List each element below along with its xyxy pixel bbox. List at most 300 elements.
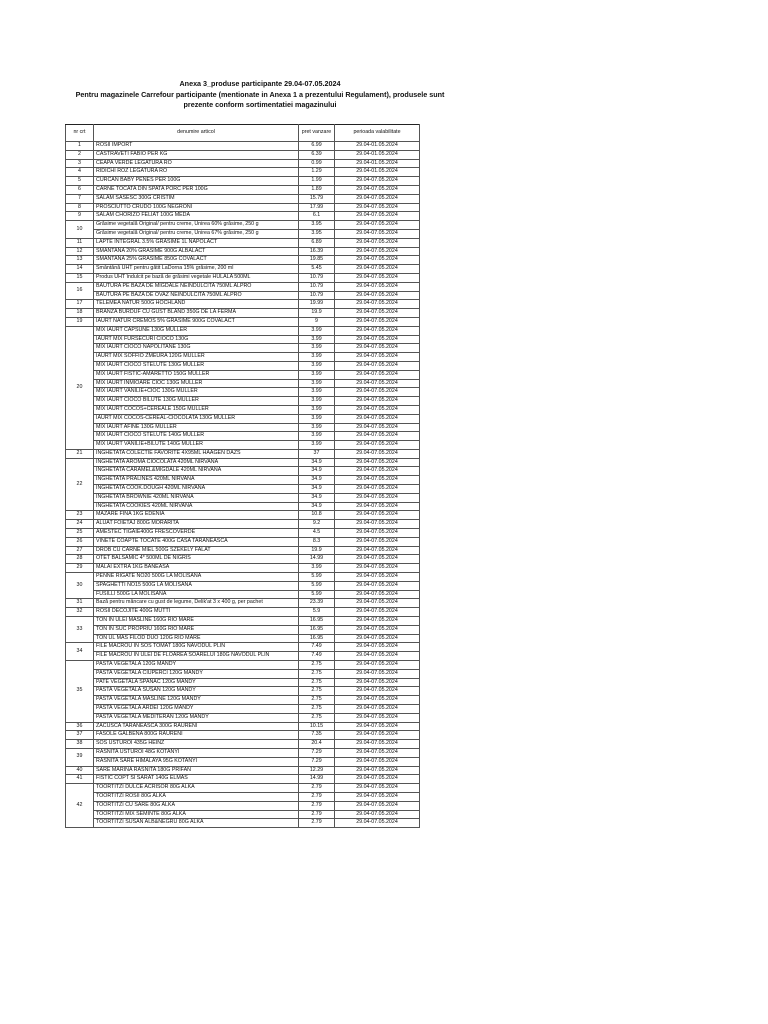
price-cell: 34.9 [299,502,335,511]
validity-period-cell: 29.04-07.05.2024 [335,432,420,441]
validity-period-cell: 29.04-07.05.2024 [335,678,420,687]
price-cell: 23.39 [299,599,335,608]
table-row [66,449,420,458]
validity-period-cell: 29.04-07.05.2024 [335,397,420,406]
validity-period-cell: 29.04-07.05.2024 [335,705,420,714]
table-row [66,722,420,731]
product-name-cell: TON IN ULEI MASLINE 160G RIO MARE [94,617,299,626]
row-number-cell: 28 [66,555,94,564]
validity-period-cell: 29.04-07.05.2024 [335,221,420,230]
validity-period-cell: 29.04-07.05.2024 [335,467,420,476]
validity-period-cell: 29.04-07.05.2024 [335,441,420,450]
price-cell: 10.79 [299,273,335,282]
row-number-cell: 34 [66,643,94,661]
price-cell: 3.95 [299,221,335,230]
table-row [66,467,420,476]
product-name-cell: SALAM SASESC 300G CRISTIM [94,194,299,203]
validity-period-cell: 29.04-07.05.2024 [335,775,420,784]
table-row [66,652,420,661]
validity-period-cell: 29.04-07.05.2024 [335,511,420,520]
validity-period-cell: 29.04-07.05.2024 [335,423,420,432]
product-name-cell: MAZARE FINA 1KG EDENIA [94,511,299,520]
product-name-cell: PASTA VEGETALA SUSAN 120G MANDY [94,687,299,696]
table-row [66,687,420,696]
row-number-cell: 9 [66,212,94,221]
price-cell: 3.99 [299,344,335,353]
table-row [66,361,420,370]
validity-period-cell: 29.04-07.05.2024 [335,229,420,238]
validity-period-cell: 29.04-07.05.2024 [335,652,420,661]
product-name-cell: RIDICHI ROZ LEGATURA RO [94,168,299,177]
validity-period-cell: 29.04-07.05.2024 [335,520,420,529]
price-cell: 3.99 [299,353,335,362]
price-cell: 2.79 [299,784,335,793]
validity-period-cell: 29.04-07.05.2024 [335,792,420,801]
validity-period-cell: 29.04-07.05.2024 [335,713,420,722]
product-name-cell: Grăsime vegetală Original/ pentru creme, Unirea 67% grăsime, 250 g [94,229,299,238]
price-cell: 7.49 [299,643,335,652]
table-row [66,555,420,564]
validity-period-cell: 29.04-07.05.2024 [335,502,420,511]
row-number-cell: 21 [66,449,94,458]
table-row [66,476,420,485]
validity-period-cell: 29.04-07.05.2024 [335,573,420,582]
price-cell: 7.29 [299,748,335,757]
price-cell: 3.99 [299,405,335,414]
table-row [66,520,420,529]
product-name-cell: PASTA VEGETALA CIUPERCI 120G MANDY [94,669,299,678]
validity-period-cell: 29.04-07.05.2024 [335,291,420,300]
validity-period-cell: 29.04-07.05.2024 [335,608,420,617]
product-name-cell: FILE MACROU IN ULEI DE FLOAREA SOARELUI 180G NAVODUL PLIN [94,652,299,661]
validity-period-cell: 29.04-07.05.2024 [335,300,420,309]
validity-period-cell: 29.04-01.05.2024 [335,142,420,151]
price-cell: 9 [299,317,335,326]
table-row [66,441,420,450]
validity-period-cell: 29.04-07.05.2024 [335,344,420,353]
table-row [66,757,420,766]
price-cell: 1.99 [299,177,335,186]
price-cell: 6.89 [299,238,335,247]
table-row [66,256,420,265]
row-number-cell: 33 [66,617,94,643]
product-name-cell: ROSII IMPORT [94,142,299,151]
table-row [66,326,420,335]
row-number-cell: 38 [66,740,94,749]
price-cell: 16.95 [299,625,335,634]
row-number-cell: 8 [66,203,94,212]
price-cell: 3.99 [299,326,335,335]
price-cell: 9.2 [299,520,335,529]
table-header-row [66,125,420,142]
price-cell: 2.75 [299,661,335,670]
product-name-cell: IAURT NATUR CREMOS 5% GRASIME 900G COVALACT [94,317,299,326]
table-row [66,379,420,388]
table-row [66,546,420,555]
table-row [66,801,420,810]
product-name-cell: CARNE TOCATA DIN SPATA PORC PER 100G [94,185,299,194]
price-cell: 2.75 [299,696,335,705]
validity-period-cell: 29.04-07.05.2024 [335,546,420,555]
price-cell: 3.99 [299,361,335,370]
row-number-cell: 32 [66,608,94,617]
validity-period-cell: 29.04-07.05.2024 [335,282,420,291]
table-row [66,370,420,379]
validity-period-cell: 29.04-07.05.2024 [335,317,420,326]
column-header-period: perioada valabilitate [335,125,420,142]
validity-period-cell: 29.04-07.05.2024 [335,731,420,740]
validity-period-cell: 29.04-07.05.2024 [335,757,420,766]
validity-period-cell: 29.04-07.05.2024 [335,687,420,696]
product-name-cell: SMANTANA 25% GRASIME 850G COVALACT [94,256,299,265]
table-row [66,247,420,256]
validity-period-cell: 29.04-07.05.2024 [335,599,420,608]
table-row [66,309,420,318]
table-row [66,731,420,740]
validity-period-cell: 29.04-07.05.2024 [335,458,420,467]
validity-period-cell: 29.04-07.05.2024 [335,564,420,573]
product-name-cell: PROSCIUTTO CRUDO 100G NEGRONI [94,203,299,212]
table-row [66,511,420,520]
table-row [66,784,420,793]
table-row [66,634,420,643]
price-cell: 3.99 [299,335,335,344]
price-cell: 16.39 [299,247,335,256]
table-body [66,142,420,828]
validity-period-cell: 29.04-07.05.2024 [335,696,420,705]
product-name-cell: MIX IAURT CIOCO BILUTE 130G MULLER [94,397,299,406]
column-header-price: pret vanzare [299,125,335,142]
product-name-cell: TON UL MAS FILOD DUO 120G RIO MARE [94,634,299,643]
validity-period-cell: 29.04-07.05.2024 [335,414,420,423]
table-row [66,766,420,775]
table-row [66,810,420,819]
table-row [66,397,420,406]
price-cell: 15.79 [299,194,335,203]
price-cell: 2.79 [299,801,335,810]
price-cell: 3.99 [299,397,335,406]
price-cell: 16.95 [299,634,335,643]
row-number-cell: 23 [66,511,94,520]
table-row [66,150,420,159]
product-name-cell: MIX IAURT VANILIE+CIOC 130G MULLER [94,388,299,397]
validity-period-cell: 29.04-07.05.2024 [335,405,420,414]
product-name-cell: FISTIC COPT SI SARAT 140G ELMAS [94,775,299,784]
product-name-cell: PENNE RIGATE NO20 500G LA MOLISANA [94,573,299,582]
product-name-cell: RASNITA USTUROI 48G KOTANYI [94,748,299,757]
table-row [66,405,420,414]
price-cell: 6.99 [299,142,335,151]
product-name-cell: SPAGHETTI NO15 500G LA MOLISANA [94,581,299,590]
product-name-cell: MIX IAURT FISTIC-AMARETTO 150G MULLER [94,370,299,379]
product-name-cell: MIX IAURT CIOCO STELUTE 140G MULLER [94,432,299,441]
row-number-cell: 31 [66,599,94,608]
row-number-cell: 40 [66,766,94,775]
table-row [66,581,420,590]
table-row [66,819,420,828]
header-subtitle: Pentru magazinele Carrefour participante (mentionate in Anexa 1 a prezentului Regulament), produsele sunt [75,89,445,99]
price-cell: 34.9 [299,467,335,476]
document-header [60,79,460,111]
product-name-cell: Grăsime vegetală Original/ pentru creme, Unirea 60% grăsime, 250 g [94,221,299,230]
price-cell: 6.1 [299,212,335,221]
validity-period-cell: 29.04-07.05.2024 [335,309,420,318]
price-cell: 37 [299,449,335,458]
price-cell: 19.9 [299,309,335,318]
table-row [66,458,420,467]
product-name-cell: ALUAT FOIETAJ 800G MORARITA [94,520,299,529]
product-name-cell: OTET BALSAMIC 4* 500ML DE NIGRIS [94,555,299,564]
column-header-name: denumire articol [94,125,299,142]
product-name-cell: Smântână UHT pentru gătit LaDorna 15% grăsime, 200 ml [94,265,299,274]
product-name-cell: PASTA VEGETALA MASLINE 120G MANDY [94,696,299,705]
validity-period-cell: 29.04-07.05.2024 [335,485,420,494]
row-number-cell: 27 [66,546,94,555]
product-name-cell: TOORTITZI DULCE ACRISOR 80G ALKA [94,784,299,793]
validity-period-cell: 29.04-01.05.2024 [335,150,420,159]
validity-period-cell: 29.04-07.05.2024 [335,625,420,634]
product-name-cell: CURCAN BABY PENES PER 100G [94,177,299,186]
product-name-cell: PATE VEGETALA SPANAC 120G MANDY [94,678,299,687]
product-name-cell: INGHETATA CARAMEL&MIGDALE 420ML NIRVANA [94,467,299,476]
column-header-nr: nr crt [66,125,94,142]
table-row [66,432,420,441]
product-name-cell: PASTA VEGETALA 120G MANDY [94,661,299,670]
validity-period-cell: 29.04-07.05.2024 [335,748,420,757]
price-cell: 10.79 [299,291,335,300]
product-name-cell: PASTA VEGETALA MEDITERAN 120G MANDY [94,713,299,722]
price-cell: 2.79 [299,792,335,801]
validity-period-cell: 29.04-07.05.2024 [335,265,420,274]
product-name-cell: MIX IAURT VANILIE+BILUTE 140G MULLER [94,441,299,450]
price-cell: 2.75 [299,687,335,696]
validity-period-cell: 29.04-07.05.2024 [335,256,420,265]
table-row [66,661,420,670]
validity-period-cell: 29.04-07.05.2024 [335,617,420,626]
table-row [66,142,420,151]
row-number-cell: 36 [66,722,94,731]
price-cell: 3.99 [299,423,335,432]
row-number-cell: 3 [66,159,94,168]
table-row [66,643,420,652]
validity-period-cell: 29.04-01.05.2024 [335,168,420,177]
validity-period-cell: 29.04-07.05.2024 [335,801,420,810]
price-cell: 3.99 [299,370,335,379]
price-cell: 17.99 [299,203,335,212]
product-name-cell: ZACUSCA TARANEASCA 300G RAURENI [94,722,299,731]
price-cell: 10.8 [299,511,335,520]
table-row [66,203,420,212]
table-row [66,185,420,194]
validity-period-cell: 29.04-07.05.2024 [335,784,420,793]
table-row [66,273,420,282]
validity-period-cell: 29.04-07.05.2024 [335,203,420,212]
validity-period-cell: 29.04-07.05.2024 [335,185,420,194]
table-row [66,748,420,757]
table-row [66,617,420,626]
product-name-cell: SALAM CHORIZO FELIAT 100G MEDA [94,212,299,221]
validity-period-cell: 29.04-07.05.2024 [335,810,420,819]
price-cell: 20.4 [299,740,335,749]
table-row [66,573,420,582]
table-row [66,493,420,502]
price-cell: 19.99 [299,300,335,309]
validity-period-cell: 29.04-07.05.2024 [335,537,420,546]
product-name-cell: SOS USTUROI 435G HEINZ [94,740,299,749]
product-name-cell: FUSILLI 500G LA MOLISANA [94,590,299,599]
row-number-cell: 19 [66,317,94,326]
price-cell: 14.99 [299,555,335,564]
price-cell: 5.45 [299,265,335,274]
validity-period-cell: 29.04-07.05.2024 [335,247,420,256]
row-number-cell: 15 [66,273,94,282]
product-name-cell: VINETE COAPTE TOCATE 400G CASA TARANEASCA [94,537,299,546]
validity-period-cell: 29.04-07.05.2024 [335,238,420,247]
validity-period-cell: 29.04-07.05.2024 [335,581,420,590]
row-number-cell: 10 [66,221,94,239]
table-row [66,282,420,291]
table-row [66,168,420,177]
product-name-cell: BAUTURA PE BAZA DE OVAZ NEINDULCITA 750ML ALPRO [94,291,299,300]
product-name-cell: BAUTURA PE BAZA DE MIGDALE NEINDULCITA 750ML ALPRO [94,282,299,291]
table-row [66,344,420,353]
table-row [66,696,420,705]
table-row [66,212,420,221]
product-name-cell: TOORTITZI CU SARE 80G ALKA [94,801,299,810]
validity-period-cell: 29.04-07.05.2024 [335,370,420,379]
row-number-cell: 13 [66,256,94,265]
product-name-cell: IAURT MIX FURSECURI CIOCO 130G [94,335,299,344]
products-table [65,124,420,828]
price-cell: 34.9 [299,493,335,502]
validity-period-cell: 29.04-07.05.2024 [335,177,420,186]
table-row [66,194,420,203]
price-cell: 1.29 [299,168,335,177]
price-cell: 7.49 [299,652,335,661]
price-cell: 4.5 [299,529,335,538]
validity-period-cell: 29.04-07.05.2024 [335,643,420,652]
validity-period-cell: 29.04-07.05.2024 [335,669,420,678]
product-name-cell: AMESTEC TIGAIE400G FRESCOVERDE [94,529,299,538]
row-number-cell: 11 [66,238,94,247]
row-number-cell: 39 [66,748,94,766]
validity-period-cell: 29.04-07.05.2024 [335,590,420,599]
row-number-cell: 6 [66,185,94,194]
table-row [66,221,420,230]
price-cell: 6.39 [299,150,335,159]
product-name-cell: FASOLE GALBENA 800G RAURENI [94,731,299,740]
row-number-cell: 16 [66,282,94,300]
table-row [66,599,420,608]
price-cell: 3.99 [299,379,335,388]
price-cell: 10.15 [299,722,335,731]
table-row [66,238,420,247]
table-row [66,625,420,634]
product-name-cell: ROSII DECOJITE 400G MUTTI [94,608,299,617]
product-name-cell: MIX IAURT AFINE 130G MULLER [94,423,299,432]
price-cell: 3.99 [299,414,335,423]
price-cell: 16.95 [299,617,335,626]
product-name-cell: PASTA VEGETALA ARDEI 120G MANDY [94,705,299,714]
row-number-cell: 20 [66,326,94,449]
product-name-cell: LAPTE INTEGRAL 3.5% GRASIME 1L NAPOLACT [94,238,299,247]
product-name-cell: FILE MACROU IN SOS TOMAT 180G NAVODUL PLIN [94,643,299,652]
product-name-cell: INGHETATA COOKIES 420ML NIRVANA [94,502,299,511]
price-cell: 2.79 [299,810,335,819]
table-row [66,502,420,511]
price-cell: 7.29 [299,757,335,766]
product-name-cell: INGHETATA COOK.DOUGH 420ML NIRVANA [94,485,299,494]
validity-period-cell: 29.04-07.05.2024 [335,326,420,335]
price-cell: 5.99 [299,581,335,590]
table-row [66,229,420,238]
validity-period-cell: 29.04-07.05.2024 [335,740,420,749]
product-name-cell: DROB CU CARNE MIEL 500G SZEKELY FALAT [94,546,299,555]
product-name-cell: INGHETATA BROWNIE 420ML NIRVANA [94,493,299,502]
product-name-cell: TOORTITZI SUSAN ALB&NEGRU 80G ALKA [94,819,299,828]
table-row [66,537,420,546]
price-cell: 34.9 [299,458,335,467]
row-number-cell: 26 [66,537,94,546]
validity-period-cell: 29.04-07.05.2024 [335,353,420,362]
price-cell: 5.99 [299,590,335,599]
price-cell: 8.3 [299,537,335,546]
table-row [66,485,420,494]
validity-period-cell: 29.04-07.05.2024 [335,819,420,828]
validity-period-cell: 29.04-07.05.2024 [335,493,420,502]
table-row [66,678,420,687]
table-row [66,300,420,309]
validity-period-cell: 29.04-07.05.2024 [335,273,420,282]
product-name-cell: TON IN SUC PROPRIU 160G RIO MARE [94,625,299,634]
validity-period-cell: 29.04-07.05.2024 [335,634,420,643]
table-row [66,669,420,678]
product-name-cell: INGHETATA PRALINES 420ML NIRVANA [94,476,299,485]
validity-period-cell: 29.04-07.05.2024 [335,388,420,397]
table-row [66,414,420,423]
validity-period-cell: 29.04-07.05.2024 [335,449,420,458]
row-number-cell: 22 [66,458,94,511]
row-number-cell: 14 [66,265,94,274]
product-name-cell: TOORTITZI MIX SEMINTE 80G ALKA [94,810,299,819]
validity-period-cell: 29.04-07.05.2024 [335,476,420,485]
table-row [66,792,420,801]
validity-period-cell: 29.04-07.05.2024 [335,722,420,731]
product-name-cell: MIX IAURT INMIOARE CIOC 130G MULLER [94,379,299,388]
price-cell: 14.99 [299,775,335,784]
product-name-cell: MIX IAURT COCOS+CEREALE 150G MULLER [94,405,299,414]
table-row [66,353,420,362]
price-cell: 1.89 [299,185,335,194]
table-row [66,388,420,397]
table-row [66,317,420,326]
table-row [66,590,420,599]
price-cell: 34.9 [299,476,335,485]
product-name-cell: IAURT MIX COCOS-CEREAL-CIOCOLATA 130G MULLER [94,414,299,423]
validity-period-cell: 29.04-07.05.2024 [335,555,420,564]
validity-period-cell: 29.04-07.05.2024 [335,361,420,370]
price-cell: 0.99 [299,159,335,168]
row-number-cell: 7 [66,194,94,203]
product-name-cell: CEAPA VERDE LEGATURA RO [94,159,299,168]
price-cell: 19.9 [299,546,335,555]
row-number-cell: 29 [66,564,94,573]
table-row [66,608,420,617]
product-name-cell: INGHETATA AROMA CIOCOLATA 420ML NIRVANA [94,458,299,467]
row-number-cell: 30 [66,573,94,599]
row-number-cell: 35 [66,661,94,723]
price-cell: 2.75 [299,705,335,714]
